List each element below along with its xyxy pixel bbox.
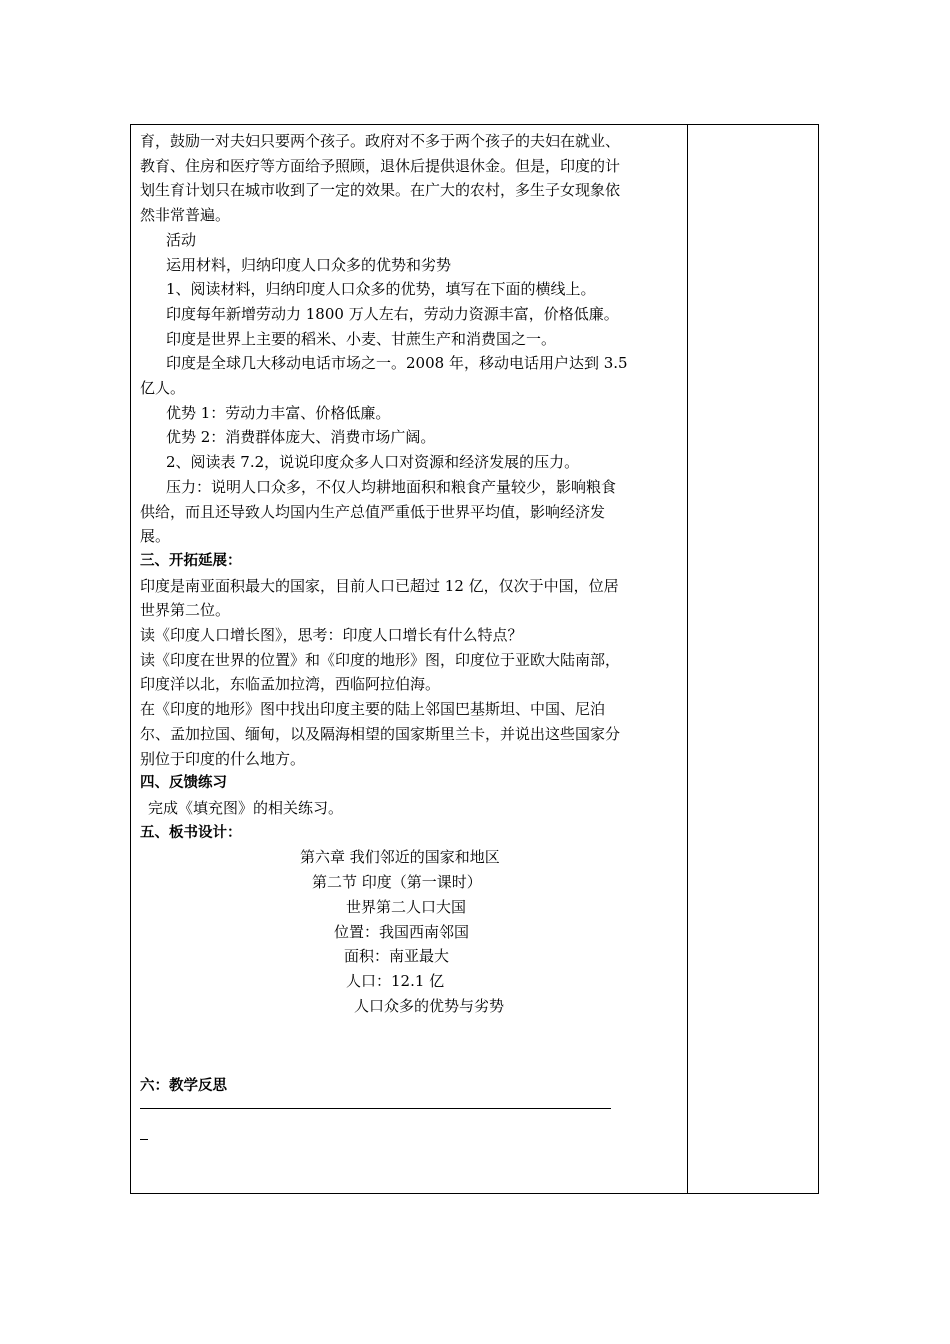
reflection-heading: 六：教学反思 (140, 1078, 227, 1095)
lesson-table (130, 124, 819, 1194)
text-line: 压力：说明人口众多，不仅人均耕地面积和粮食产量较少，影响粮食 (166, 477, 617, 496)
text-line: 印度是全球几大移动电话市场之一。2008 年，移动电话用户达到 3.5 (166, 354, 628, 373)
text-line: 读《印度人口增长图》，思考：印度人口增长有什么特点？ (140, 626, 523, 645)
board-line: 第二节 印度（第一课时） (312, 873, 482, 892)
text-line: 然非常普遍。 (140, 206, 231, 225)
text-line: 教育、住房和医疗等方面给予照顾，退休后提供退休金。但是，印度的计 (140, 156, 621, 175)
text-line: 亿人。 (140, 379, 186, 398)
section-heading: 四、反馈练习 (140, 775, 227, 792)
section-heading: 三、开拓延展： (140, 552, 242, 569)
text-line: 印度每年新增劳动力 1800 万人左右，劳动力资源丰富，价格低廉。 (166, 304, 619, 323)
reflection-section (140, 1074, 679, 1140)
content-cell (131, 125, 688, 1193)
text-line: 读《印度在世界的位置》和《印度的地形》图，印度位于亚欧大陆南部， (140, 650, 621, 669)
text-line: 别位于印度的什么地方。 (140, 749, 306, 768)
board-line: 面积：南亚最大 (344, 947, 450, 966)
text-line: 印度是世界上主要的稻米、小麦、甘蔗生产和消费国之一。 (166, 329, 557, 348)
text-line: 活动 (166, 230, 197, 249)
text-line: 1、阅读材料，归纳印度人口众多的优势，填写在下面的横线上。 (166, 280, 596, 299)
text-line: 展。 (140, 527, 171, 546)
board-line: 人口众多的优势与劣势 (354, 996, 505, 1015)
text-line: 运用材料，归纳印度人口众多的优势和劣势 (166, 255, 452, 274)
board-line: 第六章 我们邻近的国家和地区 (300, 848, 500, 867)
section-heading: 五、板书设计： (140, 824, 242, 841)
text-line: 完成《填充图》的相关练习。 (148, 798, 344, 817)
text-line: 在《印度的地形》图中找出印度主要的陆上邻国巴基斯坦、中国、尼泊 (140, 700, 606, 719)
text-line: 2、阅读表 7.2，说说印度众多人口对资源和经济发展的压力。 (166, 453, 580, 472)
board-line: 位置：我国西南邻国 (334, 922, 470, 941)
text-line: 印度洋以北，东临孟加拉湾，西临阿拉伯海。 (140, 675, 441, 694)
text-line: 印度是南亚面积最大的国家，目前人口已超过 12 亿，仅次于中国，位居 (140, 576, 619, 595)
text-line: 优势 2：消费群体庞大、消费市场广阔。 (166, 428, 436, 447)
answer-line (140, 1108, 611, 1109)
text-line: 供给，而且还导致人均国内生产总值严重低于世界平均值，影响经济发 (140, 502, 606, 521)
answer-dash (140, 1139, 148, 1140)
notes-cell (688, 125, 818, 1193)
text-line: 优势 1：劳动力丰富、价格低廉。 (166, 403, 391, 422)
board-line: 人口：12.1 亿 (346, 971, 445, 990)
text-line: 尔、孟加拉国、缅甸，以及隔海相望的国家斯里兰卡，并说出这些国家分 (140, 724, 621, 743)
text-line: 育，鼓励一对夫妇只要两个孩子。政府对不多于两个孩子的夫妇在就业、 (140, 132, 621, 150)
body-text (140, 129, 679, 845)
text-line: 世界第二位。 (140, 601, 231, 620)
board-design (140, 845, 679, 1018)
board-line: 世界第二人口大国 (346, 897, 467, 916)
text-line: 划生育计划只在城市收到了一定的效果。在广大的农村，多生子女现象依 (140, 181, 621, 200)
